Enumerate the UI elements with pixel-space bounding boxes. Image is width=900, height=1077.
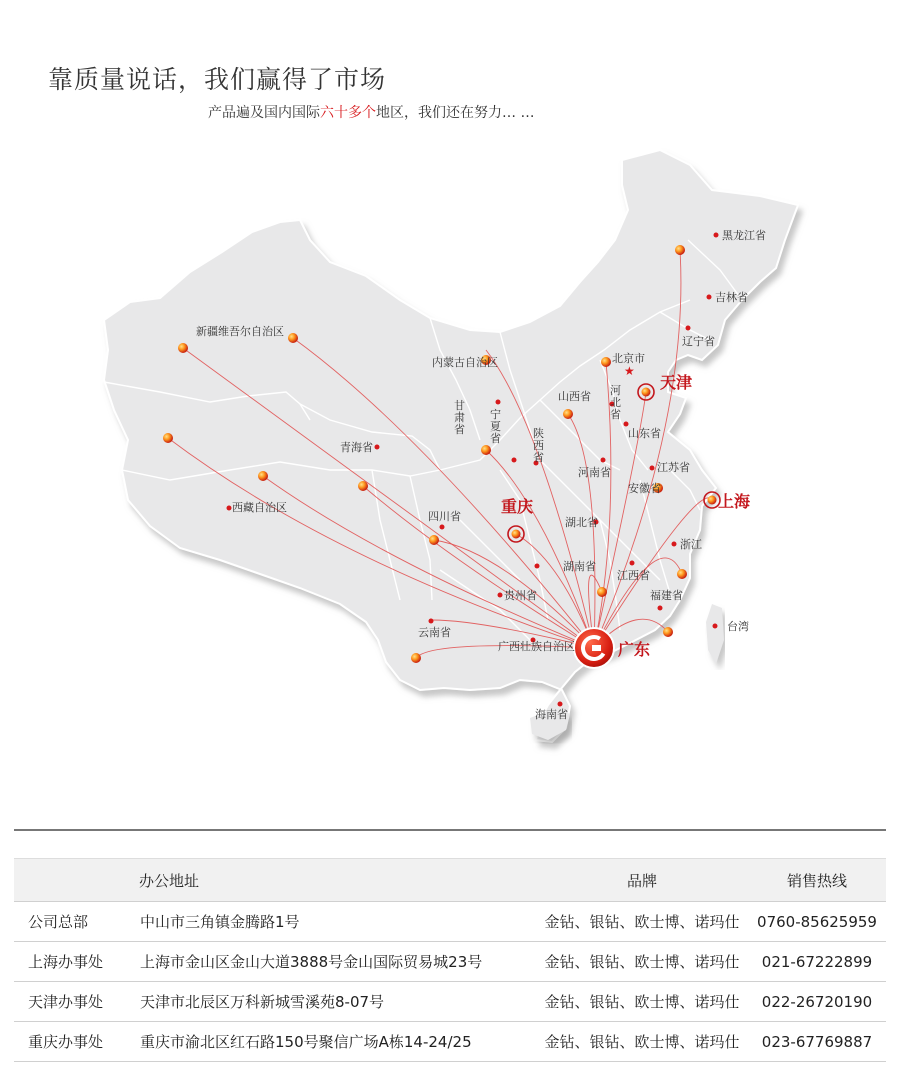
marker-xizang-2 <box>258 471 268 481</box>
marker-zhejiang <box>677 569 687 579</box>
office-brands: 金钻、银钻、欧士博、诺玛仕 <box>536 1022 748 1062</box>
label-guangxi: 广西壮族自治区 <box>498 640 575 653</box>
table-row <box>14 982 886 1022</box>
label-xinjiang: 新疆维吾尔自治区 <box>196 325 284 338</box>
marker-xinjiang-1 <box>178 343 188 353</box>
marker-shanxi <box>563 409 573 419</box>
label-shaanxi-3: 省 <box>533 451 544 464</box>
label-henan: 河南省 <box>578 466 611 479</box>
marker-xinjiang-2 <box>288 333 298 343</box>
page-headline: 靠质量说话，我们赢得了市场 <box>48 65 387 94</box>
label-yunnan: 云南省 <box>418 626 451 639</box>
label-ningxia-1: 宁 <box>490 408 501 421</box>
label-fujian: 福建省 <box>650 589 683 602</box>
label-shanxi: 山西省 <box>558 390 591 403</box>
label-shandong: 山东省 <box>628 427 661 440</box>
table-row <box>14 942 886 982</box>
marker-yunnan <box>411 653 421 663</box>
china-map-svg <box>0 130 900 770</box>
marker-fujian <box>663 627 673 637</box>
office-name: 公司总部 <box>14 902 139 942</box>
office-address: 天津市北辰区万科新城雪溪苑8-07号 <box>139 982 536 1022</box>
office-name: 天津办事处 <box>14 982 139 1022</box>
office-brands: 金钻、银钻、欧士博、诺玛仕 <box>536 982 748 1022</box>
label-guizhou: 贵州省 <box>504 589 537 602</box>
label-jilin: 吉林省 <box>715 291 748 304</box>
table-row <box>14 1022 886 1062</box>
label-taiwan: 台湾 <box>727 620 749 633</box>
label-hebei-1: 河 <box>610 384 621 397</box>
label-hubei: 湖北省 <box>565 516 598 529</box>
table-header-row <box>14 859 886 902</box>
marker-xizang-1 <box>163 433 173 443</box>
marker-jiangxi <box>597 587 607 597</box>
subheadline-pre: 产品遍及国内国际 <box>208 105 320 121</box>
marker-beijing <box>601 357 611 367</box>
label-hebei-3: 省 <box>610 408 621 421</box>
office-address: 重庆市渝北区红石路150号聚信广场A栋14-24/25 <box>139 1022 536 1062</box>
office-hotline: 0760-85625959 <box>748 902 886 942</box>
label-jiangxi: 江西省 <box>617 569 650 582</box>
office-hotline: 021-67222899 <box>748 942 886 982</box>
marker-shanghai <box>708 496 717 505</box>
city-label-tianjin: 天津 <box>660 373 693 392</box>
city-label-shanghai: 上海 <box>718 492 751 511</box>
label-sichuan: 四川省 <box>428 510 461 523</box>
subheadline-post: 地区，我们还在努力… … <box>376 105 535 121</box>
office-hotline: 022-26720190 <box>748 982 886 1022</box>
subheadline-highlight: 六十多个 <box>320 105 376 121</box>
label-neimenggu: 内蒙古自治区 <box>432 356 498 369</box>
office-name: 上海办事处 <box>14 942 139 982</box>
marker-heilongjiang <box>675 245 685 255</box>
marker-sichuan-1 <box>358 481 368 491</box>
marker-tianjin <box>642 388 651 397</box>
section-divider <box>14 829 886 831</box>
marker-chongqing <box>512 530 521 539</box>
label-xizang: 西藏自治区 <box>232 501 287 514</box>
header-office <box>14 859 139 902</box>
label-ningxia-2: 夏 <box>490 420 501 433</box>
label-ningxia-3: 省 <box>490 432 501 445</box>
label-gansu-3: 省 <box>454 423 465 436</box>
label-shaanxi-1: 陕 <box>533 427 544 440</box>
taiwan-island <box>706 604 724 664</box>
office-brands: 金钻、银钻、欧士博、诺玛仕 <box>536 942 748 982</box>
office-name: 重庆办事处 <box>14 1022 139 1062</box>
china-outline <box>104 150 798 742</box>
label-hunan: 湖南省 <box>563 560 596 573</box>
table-row <box>14 902 886 942</box>
office-hotline: 023-67769887 <box>748 1022 886 1062</box>
label-jiangsu: 江苏省 <box>657 461 690 474</box>
marker-ningxia <box>481 445 491 455</box>
label-anhui: 安徽省 <box>628 482 661 495</box>
label-beijing: 北京市 <box>612 352 645 365</box>
label-hainan: 海南省 <box>535 708 568 721</box>
page-subheadline <box>208 102 534 122</box>
label-shaanxi-2: 西 <box>533 439 544 452</box>
offices-table <box>14 858 886 1062</box>
office-address: 上海市金山区金山大道3888号金山国际贸易城23号 <box>139 942 536 982</box>
header-address: 办公地址 <box>139 859 536 902</box>
label-gansu-2: 肃 <box>454 411 465 424</box>
label-zhejiang: 浙江 <box>680 538 702 551</box>
header-hotline: 销售热线 <box>748 859 886 902</box>
label-liaoning: 辽宁省 <box>682 335 715 348</box>
beijing-star-icon: ★ <box>624 364 635 378</box>
guangdong-hub-logo <box>574 628 614 668</box>
label-gansu-1: 甘 <box>454 399 465 412</box>
china-sales-map <box>0 130 900 770</box>
office-address: 中山市三角镇金腾路1号 <box>139 902 536 942</box>
label-qinghai: 青海省 <box>340 441 373 454</box>
label-heilongjiang: 黑龙江省 <box>722 229 766 242</box>
marker-sichuan-2 <box>429 535 439 545</box>
header-brand: 品牌 <box>536 859 748 902</box>
hub-label-guangdong: 广东 <box>618 640 651 659</box>
office-brands: 金钻、银钻、欧士博、诺玛仕 <box>536 902 748 942</box>
label-hebei-2: 北 <box>610 396 621 409</box>
city-label-chongqing: 重庆 <box>501 497 534 516</box>
